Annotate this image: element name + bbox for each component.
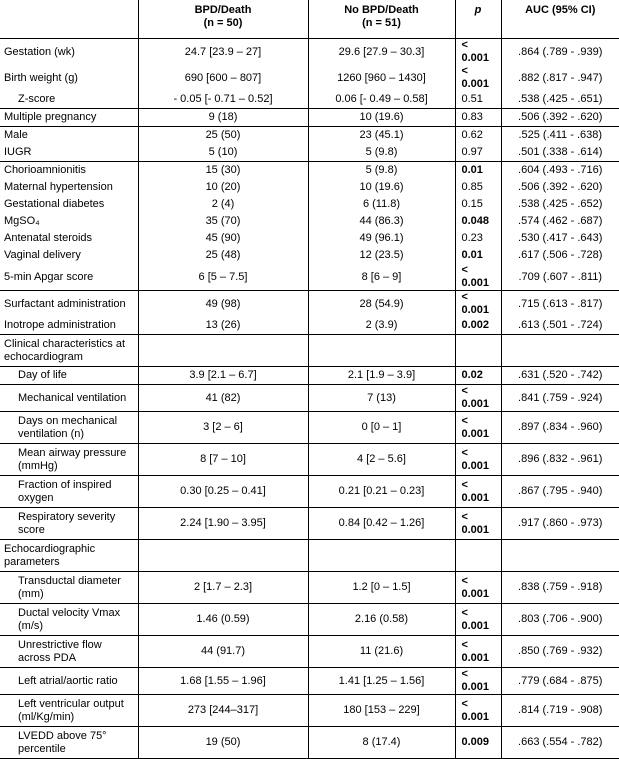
table-row xyxy=(0,727,619,759)
table-row xyxy=(0,291,619,318)
cell-p: 0.01 xyxy=(455,247,501,264)
table-row xyxy=(0,162,619,180)
row-label: Inotrope administration xyxy=(4,319,116,331)
row-label: Left atrial/aortic ratio xyxy=(0,668,138,695)
table-row xyxy=(0,412,619,444)
cell-group2: 8 [6 – 9] xyxy=(308,264,455,291)
cell-group2: 0.84 [0.42 – 1.26] xyxy=(308,508,455,540)
cell-group2 xyxy=(308,335,455,367)
table-row xyxy=(0,247,619,264)
cell-p: 0.97 xyxy=(455,144,501,162)
cell-group1: 25 (50) xyxy=(138,127,308,145)
header-p: p xyxy=(455,0,501,39)
row-label: Surfactant administration xyxy=(0,291,138,318)
cell-group1: 45 (90) xyxy=(138,230,308,247)
cell-group1: 9 (18) xyxy=(138,109,308,127)
cell-p: < 0.001 xyxy=(455,668,501,695)
table-row xyxy=(0,65,619,91)
row-label: Male xyxy=(0,127,138,145)
table-row xyxy=(0,668,619,695)
table-row xyxy=(0,127,619,145)
cell-p: < 0.001 xyxy=(455,412,501,444)
row-label: Z-score xyxy=(18,93,56,105)
section-row xyxy=(0,335,619,367)
table-row xyxy=(0,444,619,476)
cell-p: 0.83 xyxy=(455,109,501,127)
row-label: Chorioamnionitis xyxy=(0,162,138,180)
row-label: Echocardiographic parameters xyxy=(0,540,138,572)
cell-p: < 0.001 xyxy=(455,39,501,66)
cell-group1: 2 [1.7 – 2.3] xyxy=(138,572,308,604)
cell-p: < 0.001 xyxy=(455,695,501,727)
cell-group1: 41 (82) xyxy=(138,385,308,412)
cell-p: 0.01 xyxy=(455,162,501,180)
header-group1-title: BPD/Death xyxy=(194,4,252,16)
cell-auc: .850 (.769 - .932) xyxy=(501,636,619,668)
row-label: Fraction of inspired oxygen xyxy=(0,476,138,508)
table-row xyxy=(0,508,619,540)
cell-group2: 10 (19.6) xyxy=(308,109,455,127)
table-row xyxy=(0,476,619,508)
table-row xyxy=(0,144,619,162)
row-label: Clinical characteristics at echocardiogram xyxy=(0,335,138,367)
cell-p: < 0.001 xyxy=(455,444,501,476)
cell-p: < 0.001 xyxy=(455,385,501,412)
cell-group1: 3 [2 – 6] xyxy=(138,412,308,444)
cell-group1: 3.9 [2.1 – 6.7] xyxy=(138,367,308,385)
cell-p: 0.02 xyxy=(455,367,501,385)
cell-auc: .814 (.719 - .908) xyxy=(501,695,619,727)
cell-group1: 2 (4) xyxy=(138,196,308,213)
cell-auc: .715 (.613 - .817) xyxy=(501,291,619,318)
cell-auc: .864 (.789 - .939) xyxy=(501,39,619,66)
header-group2-n: (n = 51) xyxy=(362,17,401,29)
cell-group1: 6 [5 – 7.5] xyxy=(138,264,308,291)
cell-group1: - 0.05 [- 0.71 – 0.52] xyxy=(138,91,308,109)
row-label: Gestational diabetes xyxy=(4,198,105,210)
row-label: MgSO₄ xyxy=(4,215,40,227)
table-row xyxy=(0,109,619,127)
cell-group1: 49 (98) xyxy=(138,291,308,318)
row-label: LVEDD above 75° percentile xyxy=(0,727,138,759)
cell-auc: .779 (.684 - .875) xyxy=(501,668,619,695)
cell-auc xyxy=(501,335,619,367)
row-label: IUGR xyxy=(4,146,32,158)
cell-group1: 1.68 [1.55 – 1.96] xyxy=(138,668,308,695)
table-row xyxy=(0,230,619,247)
header-group2 xyxy=(308,0,455,39)
row-label: Mean airway pressure (mmHg) xyxy=(0,444,138,476)
cell-auc: .917 (.860 - .973) xyxy=(501,508,619,540)
cell-group1: 0.30 [0.25 – 0.41] xyxy=(138,476,308,508)
table-row xyxy=(0,39,619,66)
cell-group1: 5 (10) xyxy=(138,144,308,162)
cell-group2: 0.06 [- 0.49 – 0.58] xyxy=(308,91,455,109)
cell-group2: 8 (17.4) xyxy=(308,727,455,759)
cell-auc: .538 (.425 - .652) xyxy=(501,196,619,213)
table-row xyxy=(0,385,619,412)
cell-auc: .663 (.554 - .782) xyxy=(501,727,619,759)
cell-group1: 35 (70) xyxy=(138,213,308,230)
cell-group2: 5 (9.8) xyxy=(308,144,455,162)
cell-p: 0.23 xyxy=(455,230,501,247)
cell-auc: .617 (.506 - .728) xyxy=(501,247,619,264)
table-row xyxy=(0,604,619,636)
cell-auc: .897 (.834 - .960) xyxy=(501,412,619,444)
cell-group2: 23 (45.1) xyxy=(308,127,455,145)
cell-p: 0.009 xyxy=(455,727,501,759)
cell-group2: 2.16 (0.58) xyxy=(308,604,455,636)
cell-group2: 4 [2 – 5.6] xyxy=(308,444,455,476)
cell-auc: .631 (.520 - .742) xyxy=(501,367,619,385)
header-group2-title: No BPD/Death xyxy=(344,4,419,16)
cell-group1 xyxy=(138,540,308,572)
cell-group2: 2 (3.9) xyxy=(308,317,455,335)
cell-group1: 13 (26) xyxy=(138,317,308,335)
cell-auc: .506 (.392 - .620) xyxy=(501,179,619,196)
cell-group1: 15 (30) xyxy=(138,162,308,180)
cell-p xyxy=(455,540,501,572)
cell-p: 0.15 xyxy=(455,196,501,213)
cell-group2: 2.1 [1.9 – 3.9] xyxy=(308,367,455,385)
cell-group2: 5 (9.8) xyxy=(308,162,455,180)
cell-auc: .709 (.607 - .811) xyxy=(501,264,619,291)
header-group1 xyxy=(138,0,308,39)
cell-group2: 12 (23.5) xyxy=(308,247,455,264)
cell-group1: 2.24 [1.90 – 3.95] xyxy=(138,508,308,540)
header-group1-n: (n = 50) xyxy=(203,17,243,29)
table-row xyxy=(0,695,619,727)
row-label: Days on mechanical ventilation (n) xyxy=(0,412,138,444)
cell-p: 0.62 xyxy=(455,127,501,145)
header-auc: AUC (95% CI) xyxy=(501,0,619,39)
cell-group2 xyxy=(308,540,455,572)
cell-auc: .803 (.706 - .900) xyxy=(501,604,619,636)
cell-p: 0.85 xyxy=(455,179,501,196)
cell-group1: 8 [7 – 10] xyxy=(138,444,308,476)
table-row xyxy=(0,367,619,385)
header-row xyxy=(0,0,619,39)
cell-auc: .867 (.795 - .940) xyxy=(501,476,619,508)
row-label: Birth weight (g) xyxy=(4,71,78,84)
table-row xyxy=(0,636,619,668)
row-label: Antenatal steroids xyxy=(4,232,93,244)
header-variable xyxy=(0,0,138,39)
cell-auc: .882 (.817 - .947) xyxy=(501,65,619,91)
cell-group2: 11 (21.6) xyxy=(308,636,455,668)
row-label: Vaginal delivery xyxy=(4,249,81,261)
cell-p: 0.048 xyxy=(455,213,501,230)
cell-auc: .838 (.759 - .918) xyxy=(501,572,619,604)
cell-auc: .538 (.425 - .651) xyxy=(501,91,619,109)
cell-group1: 10 (20) xyxy=(138,179,308,196)
cell-group2: 1260 [960 – 1430] xyxy=(308,65,455,91)
cell-p: < 0.001 xyxy=(455,572,501,604)
cell-p: < 0.001 xyxy=(455,636,501,668)
cell-auc: .525 (.411 - .638) xyxy=(501,127,619,145)
cell-group1: 24.7 [23.9 – 27] xyxy=(138,39,308,66)
cell-group2: 1.2 [0 – 1.5] xyxy=(308,572,455,604)
cell-p: < 0.001 xyxy=(455,604,501,636)
table-body xyxy=(0,39,619,759)
cell-auc: .506 (.392 - .620) xyxy=(501,109,619,127)
cell-group2: 28 (54.9) xyxy=(308,291,455,318)
cell-group2: 10 (19.6) xyxy=(308,179,455,196)
table-row xyxy=(0,179,619,196)
cell-p: < 0.001 xyxy=(455,291,501,318)
cell-group2: 1.41 [1.25 – 1.56] xyxy=(308,668,455,695)
row-label: Unrestrictive flow across PDA xyxy=(0,636,138,668)
row-label: Left ventricular output (ml/Kg/min) xyxy=(0,695,138,727)
cell-group2: 6 (11.8) xyxy=(308,196,455,213)
cell-auc: .574 (.462 - .687) xyxy=(501,213,619,230)
row-label: Respiratory severity score xyxy=(0,508,138,540)
cell-p: 0.51 xyxy=(455,91,501,109)
cell-auc: .501 (.338 - .614) xyxy=(501,144,619,162)
table-row xyxy=(0,91,619,109)
cell-group1: 273 [244–317] xyxy=(138,695,308,727)
cell-group1: 690 [600 – 807] xyxy=(138,65,308,91)
cell-group1: 44 (91.7) xyxy=(138,636,308,668)
cell-p: < 0.001 xyxy=(455,65,501,91)
cell-group2: 49 (96.1) xyxy=(308,230,455,247)
table-row xyxy=(0,196,619,213)
cell-auc: .530 (.417 - .643) xyxy=(501,230,619,247)
row-label: Maternal hypertension xyxy=(4,181,113,193)
cell-auc xyxy=(501,540,619,572)
cell-group2: 29.6 [27.9 – 30.3] xyxy=(308,39,455,66)
row-label: Multiple pregnancy xyxy=(0,109,138,127)
cell-auc: .613 (.501 - .724) xyxy=(501,317,619,335)
row-label: Transductal diameter (mm) xyxy=(0,572,138,604)
cell-group2: 0.21 [0.21 – 0.23] xyxy=(308,476,455,508)
table-row xyxy=(0,264,619,291)
cell-group1: 19 (50) xyxy=(138,727,308,759)
cell-group1 xyxy=(138,335,308,367)
cell-p: < 0.001 xyxy=(455,264,501,291)
cell-group2: 44 (86.3) xyxy=(308,213,455,230)
row-label: Ductal velocity Vmax (m/s) xyxy=(0,604,138,636)
cell-group1: 25 (48) xyxy=(138,247,308,264)
cell-p: < 0.001 xyxy=(455,476,501,508)
row-label: Gestation (wk) xyxy=(4,45,75,58)
row-label: Day of life xyxy=(0,367,138,385)
cell-auc: .604 (.493 - .716) xyxy=(501,162,619,180)
row-label: 5-min Apgar score xyxy=(4,270,94,283)
cell-group2: 0 [0 – 1] xyxy=(308,412,455,444)
cell-auc: .841 (.759 - .924) xyxy=(501,385,619,412)
cell-p: < 0.001 xyxy=(455,508,501,540)
row-label: Mechanical ventilation xyxy=(0,385,138,412)
cell-group2: 180 [153 – 229] xyxy=(308,695,455,727)
cell-group2: 7 (13) xyxy=(308,385,455,412)
table-row xyxy=(0,317,619,335)
cell-p: 0.002 xyxy=(455,317,501,335)
cell-auc: .896 (.832 - .961) xyxy=(501,444,619,476)
table-row xyxy=(0,572,619,604)
section-row xyxy=(0,540,619,572)
table-row xyxy=(0,213,619,230)
cell-group1: 1.46 (0.59) xyxy=(138,604,308,636)
cell-p xyxy=(455,335,501,367)
